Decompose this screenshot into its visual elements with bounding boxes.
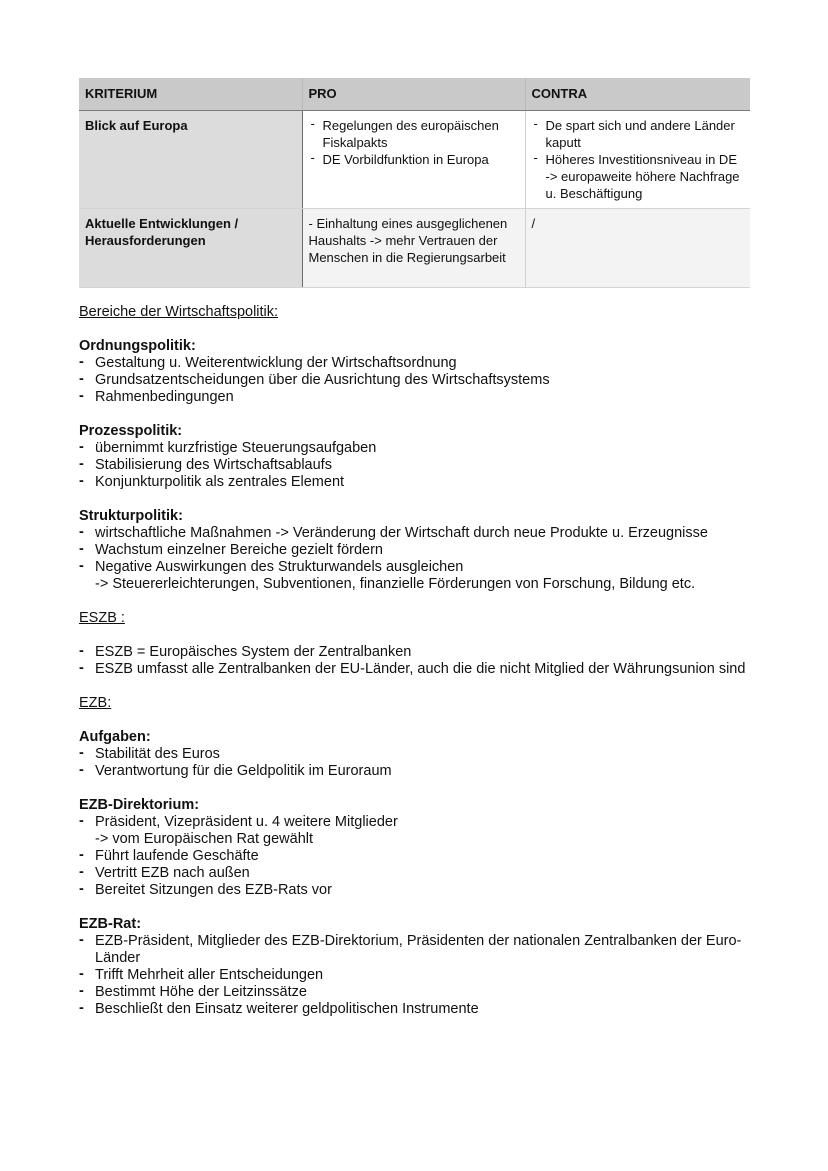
document-page <box>79 78 749 1018</box>
section-direktorium <box>79 797 749 899</box>
pro-cell: - Einhaltung eines ausgeglichenen Haushalts -> mehr Vertrauen der Menschen in die Regierungsarbeit <box>302 209 525 288</box>
list-item: - Wachstum einzelner Bereiche gezielt fördern <box>79 542 749 559</box>
subheading-prozesspolitik: Prozesspolitik: <box>79 423 183 439</box>
ordnungspolitik-list <box>79 355 749 406</box>
header-kriterium: KRITERIUM <box>79 78 302 111</box>
aufgaben-list <box>79 746 749 780</box>
list-item: - Bestimmt Höhe der Leitzinssätze <box>79 984 749 1001</box>
direktorium-list <box>79 814 749 899</box>
list-item-text: - Negative Auswirkungen des Strukturwandels ausgleichen <box>95 559 464 575</box>
prozesspolitik-list <box>79 440 749 491</box>
list-item: - Verantwortung für die Geldpolitik im Euroraum <box>79 763 749 780</box>
table-row <box>79 209 750 288</box>
list-item: - übernimmt kurzfristige Steuerungsaufgaben <box>79 440 749 457</box>
subheading-ezb-rat: EZB-Rat: <box>79 916 142 932</box>
list-item: - Vertritt EZB nach außen <box>79 865 749 882</box>
pro-cell <box>302 111 525 209</box>
list-item: - EZB-Präsident, Mitglieder des EZB-Direktorium, Präsidenten der nationalen Zentralbanken der Euro-Länder <box>79 933 749 967</box>
table-row <box>79 111 750 209</box>
list-item-continuation: -> vom Europäischen Rat gewählt <box>95 831 314 847</box>
section-prozesspolitik <box>79 423 749 491</box>
list-item-continuation: -> Steuererleichterungen, Subventionen, finanzielle Förderungen von Forschung, Bildung etc. <box>95 576 696 592</box>
contra-cell <box>525 111 750 209</box>
section-ezb-rat <box>79 916 749 1018</box>
subheading-aufgaben: Aufgaben: <box>79 729 151 745</box>
kriterium-cell: Aktuelle Entwicklungen / Herausforderungen <box>79 209 302 288</box>
contra-cell: / <box>525 209 750 288</box>
table-header-row <box>79 78 750 111</box>
list-item: - Trifft Mehrheit aller Entscheidungen <box>79 967 749 984</box>
list-item: - Beschließt den Einsatz weiterer geldpolitischen Instrumente <box>79 1001 749 1018</box>
ezb-rat-list <box>79 933 749 1018</box>
list-item: - ESZB = Europäisches System der Zentralbanken <box>79 644 749 661</box>
list-item-text: - Präsident, Vizepräsident u. 4 weitere Mitglieder <box>95 814 398 830</box>
list-item: - Grundsatzentscheidungen über die Ausrichtung des Wirtschaftsystems <box>79 372 749 389</box>
list-item: - Stabilisierung des Wirtschaftsablaufs <box>79 457 749 474</box>
contra-list <box>532 117 745 202</box>
eszb-list <box>79 644 749 678</box>
section-strukturpolitik <box>79 508 749 593</box>
section-ordnungspolitik <box>79 338 749 406</box>
list-item: - ESZB umfasst alle Zentralbanken der EU-Länder, auch die die nicht Mitglied der Währungsunion sind <box>79 661 749 678</box>
header-contra: CONTRA <box>525 78 750 111</box>
list-item: - Bereitet Sitzungen des EZB-Rats vor <box>79 882 749 899</box>
subheading-direktorium: EZB-Direktorium: <box>79 797 200 813</box>
section-heading-eszb: ESZB : <box>79 610 125 626</box>
list-item: - Gestaltung u. Weiterentwicklung der Wirtschaftsordnung <box>79 355 749 372</box>
section-aufgaben <box>79 729 749 780</box>
pro-list <box>309 117 519 168</box>
kriterium-cell: Blick auf Europa <box>79 111 302 209</box>
list-item: - Regelungen des europäischen Fiskalpakts <box>309 117 519 151</box>
list-item: - DE Vorbildfunktion in Europa <box>309 151 519 168</box>
list-item: - Rahmenbedingungen <box>79 389 749 406</box>
notes-body <box>79 304 749 1018</box>
header-pro: PRO <box>302 78 525 111</box>
list-item: - wirtschaftliche Maßnahmen -> Veränderung der Wirtschaft durch neue Produkte u. Erzeugnisse <box>79 525 749 542</box>
section-heading-ezb: EZB: <box>79 695 112 711</box>
criteria-table <box>79 78 750 288</box>
strukturpolitik-list <box>79 525 749 593</box>
list-item: - Konjunkturpolitik als zentrales Element <box>79 474 749 491</box>
list-item <box>79 814 749 848</box>
subheading-strukturpolitik: Strukturpolitik: <box>79 508 183 524</box>
list-item: - Stabilität des Euros <box>79 746 749 763</box>
list-item: - Höheres Investitionsniveau in DE -> europaweite höhere Nachfrage u. Beschäftigung <box>532 151 745 202</box>
list-item: - De spart sich und andere Länder kaputt <box>532 117 745 151</box>
section-heading-bereiche: Bereiche der Wirtschaftspolitik: <box>79 304 279 320</box>
list-item: - Führt laufende Geschäfte <box>79 848 749 865</box>
list-item <box>79 559 749 593</box>
subheading-ordnungspolitik: Ordnungspolitik: <box>79 338 196 354</box>
